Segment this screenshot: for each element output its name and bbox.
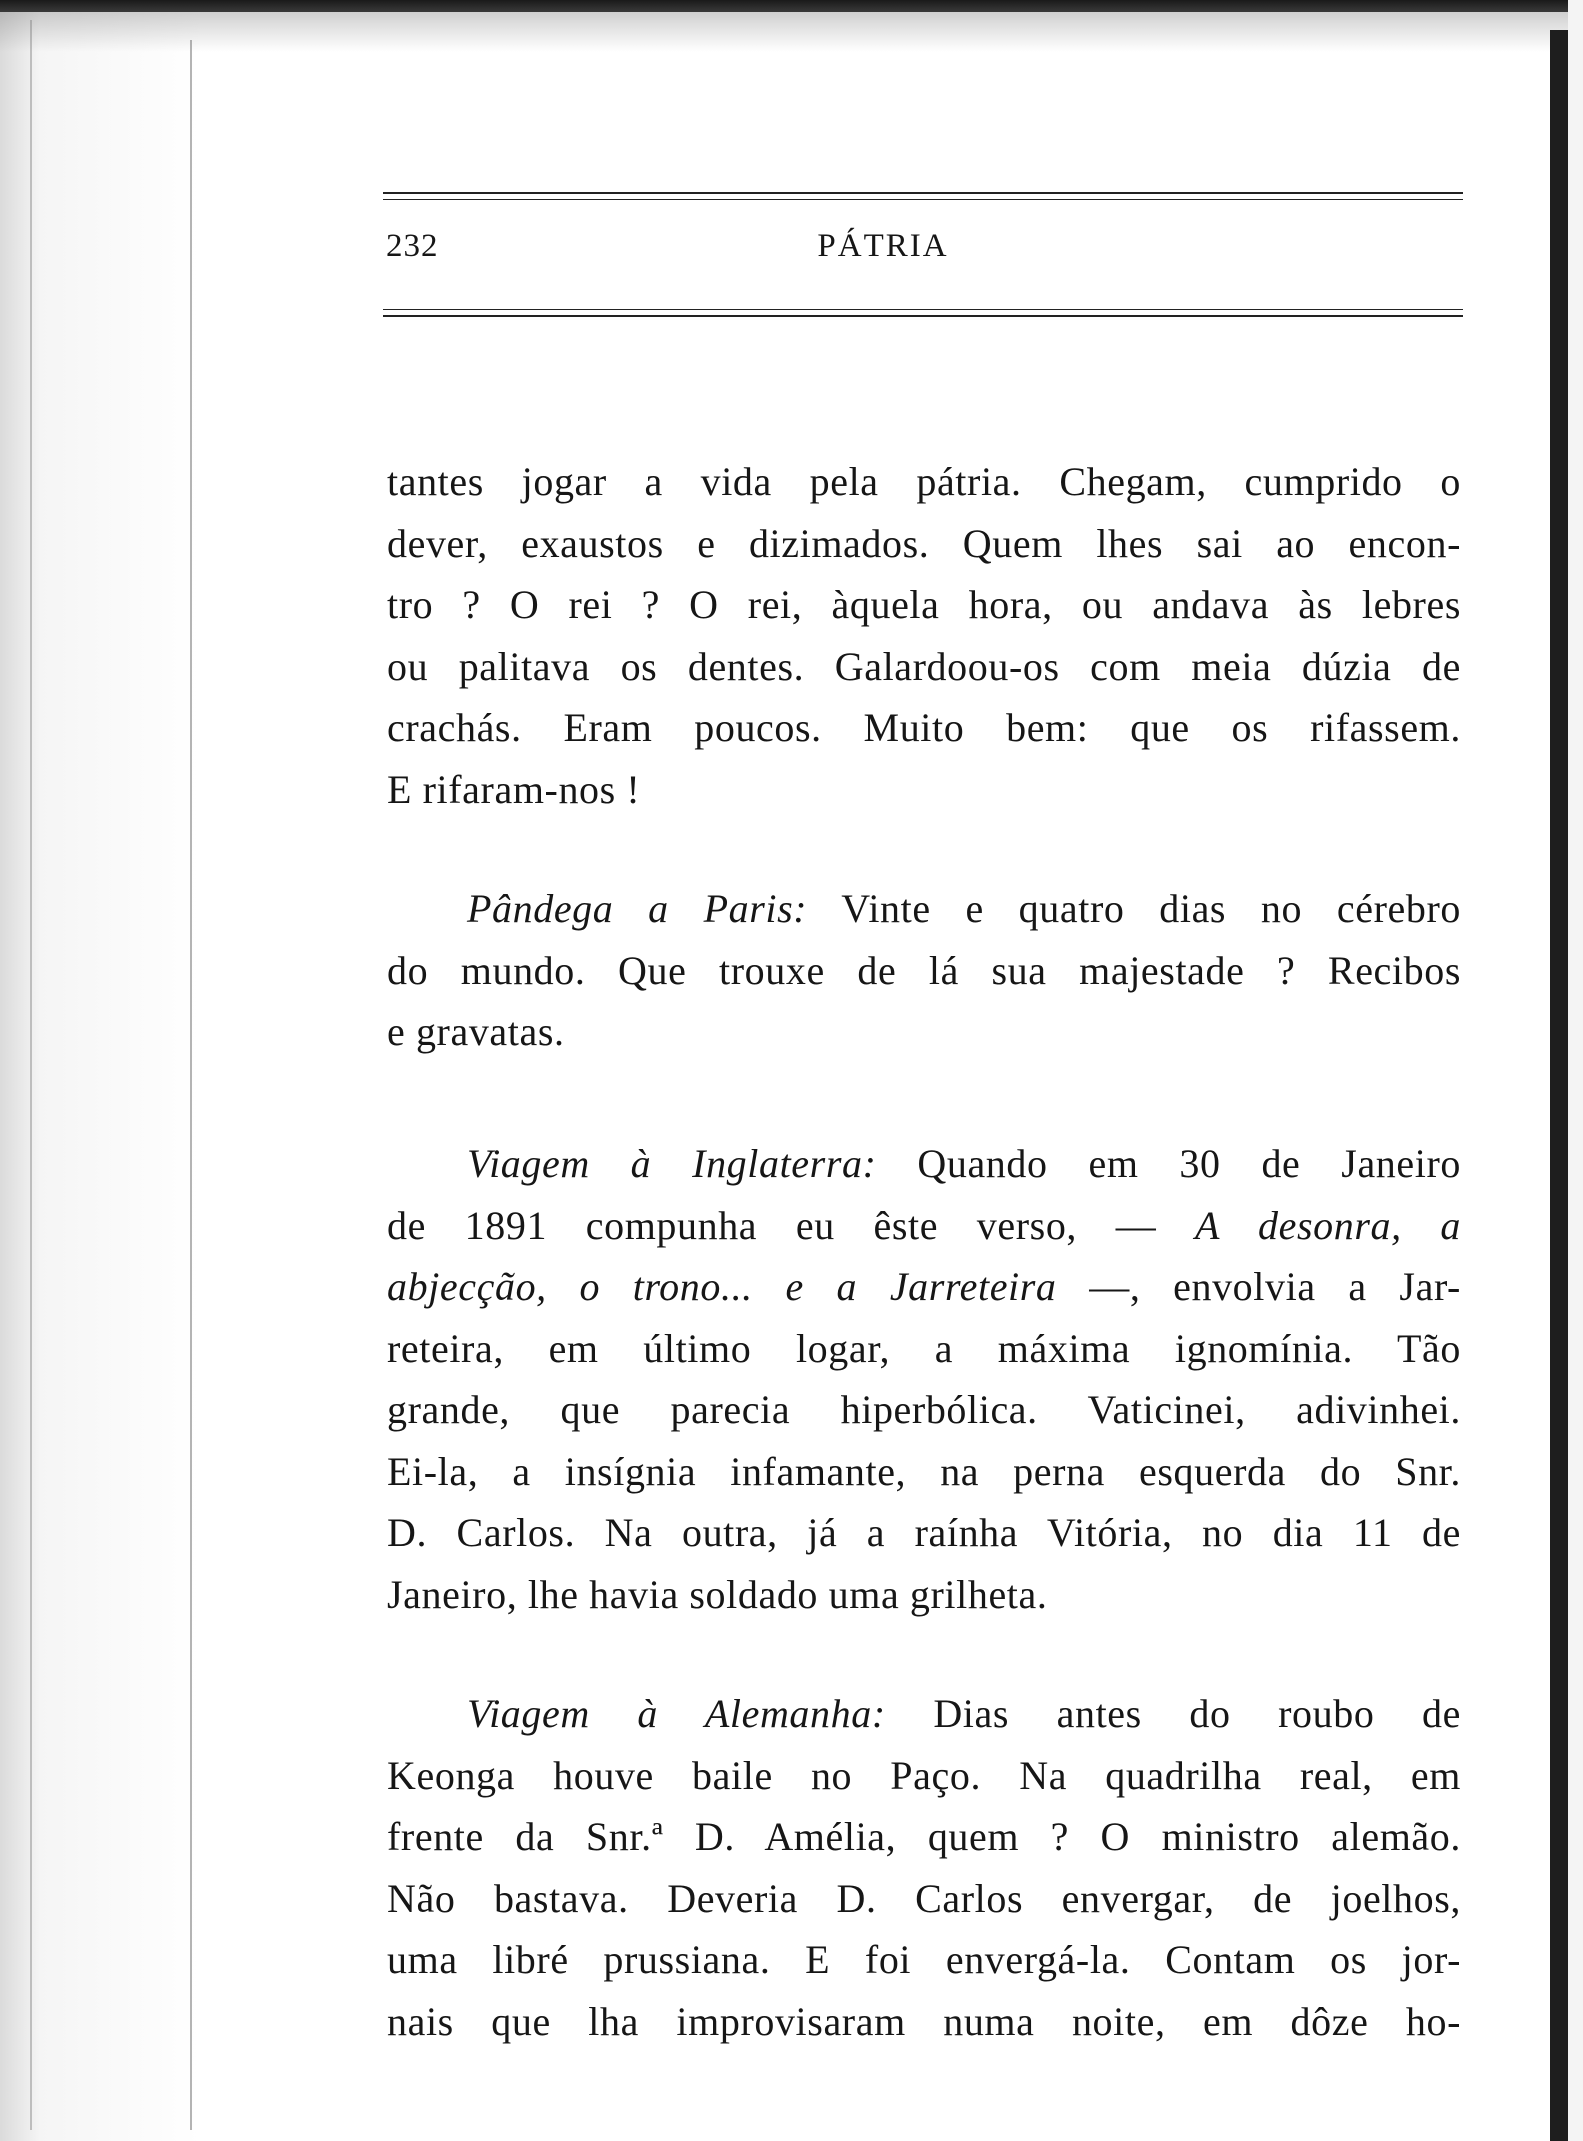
text-line: dever, exaustos e dizimados. Quem lhes sai ao encon- — [387, 520, 1461, 566]
text-line: e gravatas. — [387, 1009, 565, 1054]
header-rule-bottom-thin — [383, 309, 1463, 310]
section-heading: Pândega a Paris: — [467, 886, 808, 931]
scan-binding-line — [30, 20, 32, 2130]
scan-top-edge — [0, 0, 1583, 12]
paragraph-3 — [387, 1133, 1461, 1625]
text-line: crachás. Eram poucos. Muito bem: que os rifassem. — [387, 705, 1461, 750]
quoted-verse: A desonra, a — [1195, 1202, 1461, 1248]
scan-right-margin — [1568, 0, 1583, 2141]
scan-top-shadow — [0, 12, 1583, 52]
paragraph-2 — [387, 878, 1461, 1063]
text-run: Vinte e quatro dias no cérebro — [807, 886, 1461, 931]
section-heading: Viagem à Alemanha: — [467, 1691, 886, 1736]
scan-page-edge-line — [190, 40, 192, 2130]
text-line: reteira, em último logar, a máxima ignomínia. Tão — [387, 1325, 1461, 1371]
header-rule-top-thin — [383, 199, 1463, 200]
text-line: nais que lha improvisaram numa noite, em dôze ho- — [387, 1998, 1461, 2044]
paragraph-1 — [387, 451, 1461, 820]
text-line — [387, 878, 1461, 940]
text-line — [387, 1195, 1461, 1257]
paragraph-4 — [387, 1683, 1461, 2052]
text-line: do mundo. Que trouxe de lá sua majestade ? Recibos — [387, 947, 1461, 993]
text-line: tro ? O rei ? O rei, àquela hora, ou andava às lebres — [387, 582, 1461, 627]
text-line: Não bastava. Deveria D. Carlos envergar, de joelhos, — [387, 1875, 1461, 1921]
text-run: de 1891 compunha eu êste verso, — — [387, 1202, 1196, 1248]
section-heading: Viagem à Inglaterra: — [467, 1141, 877, 1186]
page-number: 232 — [386, 228, 439, 264]
quoted-verse: abjecção, o trono... e a Jarreteira — [387, 1264, 1057, 1309]
text-line: frente da Snr.ª D. Amélia, quem ? O ministro alemão. — [387, 1814, 1461, 1859]
scan-right-edge-dark — [1550, 30, 1568, 2141]
text-run: Dias antes do roubo de — [885, 1691, 1461, 1736]
text-line: Keonga houve baile no Paço. Na quadrilha real, em — [387, 1752, 1461, 1798]
text-line — [387, 1683, 1461, 1745]
text-run: —, envolvia a Jar- — [1056, 1264, 1461, 1309]
text-line: Ei-la, a insígnia infamante, na perna esquerda do Snr. — [387, 1448, 1461, 1494]
text-run: Quando em 30 de Janeiro — [876, 1141, 1461, 1186]
text-line: tantes jogar a vida pela pátria. Chegam, cumprido o — [387, 459, 1461, 504]
text-line: grande, que parecia hiperbólica. Vaticinei, adivinhei. — [387, 1387, 1461, 1432]
header-rule-top — [383, 192, 1463, 194]
running-title: PÁTRIA — [817, 228, 949, 264]
text-line: D. Carlos. Na outra, já a raínha Vitória, no dia 11 de — [387, 1510, 1461, 1555]
header-rule-bottom — [383, 315, 1463, 317]
running-head — [383, 228, 1463, 278]
text-line: Janeiro, lhe havia soldado uma grilheta. — [387, 1571, 1048, 1617]
text-line — [387, 1256, 1461, 1318]
text-line — [387, 1133, 1461, 1195]
text-line: uma libré prussiana. E foi envergá-la. Contam os jor- — [387, 1937, 1461, 1982]
text-line: E rifaram-nos ! — [387, 766, 641, 812]
text-line: ou palitava os dentes. Galardoou-os com meia dúzia de — [387, 643, 1461, 689]
